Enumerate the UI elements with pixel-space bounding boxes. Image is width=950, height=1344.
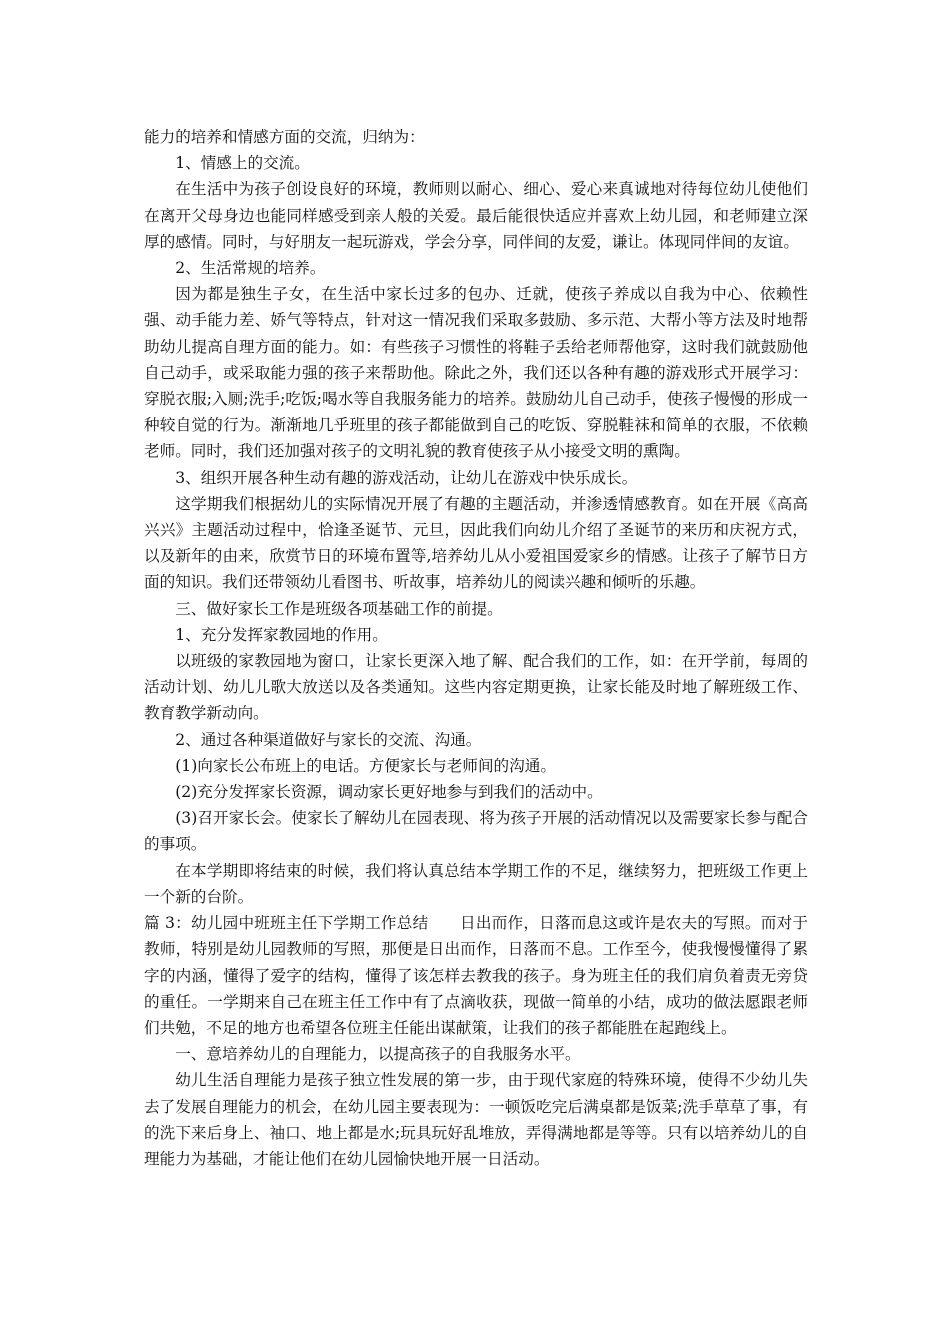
list-item: (3)召开家长会。使家长了解幼儿在园表现、将为孩子开展的活动情况以及需要家长参与配合的事项。 <box>144 809 808 854</box>
list-item: (2)充分发挥家长资源，调动家长更好地参与到我们的活动中。 <box>175 783 603 802</box>
section-heading: 3、组织开展各种生动有趣的游戏活动，让幼儿在游戏中快乐成长。 <box>175 468 638 487</box>
section-heading: 2、通过各种渠道做好与家长的交流、沟通。 <box>175 730 482 749</box>
document-page <box>144 124 808 1172</box>
section-heading: 1、情感上的交流。 <box>175 154 310 173</box>
section-heading: 一、意培养幼儿的自理能力，以提高孩子的自我服务水平。 <box>175 1045 581 1064</box>
section-heading: 2、生活常规的培养。 <box>175 259 326 278</box>
paragraph: 这学期我们根据幼儿的实际情况开展了有趣的主题活动，并渗透情感教育。如在开展《高高兴兴》主题活动过程中，恰逢圣诞节、元旦，因此我们向幼儿介绍了圣诞节的来历和庆祝方式，以及新年的由来，欣赏节日的环境布置等,培养幼儿从小爱祖国爱家乡的情感。让孩子了解节日方面的知识。我们还带领幼儿看图书、听故事，培养幼儿的阅读兴趣和倾听的乐趣。 <box>144 494 808 592</box>
paragraph: 以班级的家教园地为窗口，让家长更深入地了解、配合我们的工作，如：在开学前，每周的活动计划、幼儿儿歌大放送以及各类通知。这些内容定期更换，让家长能及时地了解班级工作、教育教学新动向。 <box>144 652 808 723</box>
article-title-paragraph: 篇 3：幼儿园中班班主任下学期工作总结 日出而作，日落而息这或许是农夫的写照。而对于教师，特别是幼儿园教师的写照，那便是日出而作，日落而不息。工作至今，使我慢慢懂得了累字的内涵，懂得了爱字的结构，懂得了该怎样去教我的孩子。身为班主任的我们肩负着责无旁贷的重任。一学期来自己在班主任工作中有了点滴收获，现做一简单的小结，成功的做法愿跟老师们共勉，不足的地方也希望各位班主任能出谋献策，让我们的孩子都能胜在起跑线上。 <box>144 914 808 1037</box>
paragraph: 因为都是独生子女，在生活中家长过多的包办、迁就，使孩子养成以自我为中心、依赖性强、动手能力差、娇气等特点，针对这一情况我们采取多鼓励、多示范、大帮小等方法及时地帮助幼儿提高自理方面的能力。如：有些孩子习惯性的将鞋子丢给老师帮他穿，这时我们就鼓励他自己动手，或采取能力强的孩子来帮助他。除此之外，我们还以各种有趣的游戏形式开展学习：穿脱衣服;入厕;洗手;吃饭;喝水等自我服务能力的培养。鼓励幼儿自己动手，使孩子慢慢的形成一种较自觉的行为。渐渐地几乎班里的孩子都能做到自己的吃饭、穿脱鞋袜和简单的衣服，不依赖老师。同时，我们还加强对孩子的文明礼貌的教育使孩子从小接受文明的熏陶。 <box>144 285 808 461</box>
paragraph: 在生活中为孩子创设良好的环境，教师则以耐心、细心、爱心来真诚地对待每位幼儿使他们在离开父母身边也能同样感受到亲人般的关爱。最后能很快适应并喜欢上幼儿园，和老师建立深厚的感情。同时，与好朋友一起玩游戏，学会分享，同伴间的友爱，谦让。体现同伴间的友谊。 <box>144 180 808 251</box>
paragraph: 能力的培养和情感方面的交流，归纳为： <box>144 128 425 146</box>
section-heading: 1、充分发挥家教园地的作用。 <box>175 625 388 644</box>
section-heading: 三、做好家长工作是班级各项基础工作的前提。 <box>175 599 503 618</box>
paragraph: 在本学期即将结束的时候，我们将认真总结本学期工作的不足，继续努力，把班级工作更上一个新的台阶。 <box>144 861 808 906</box>
paragraph: 幼儿生活自理能力是孩子独立性发展的第一步，由于现代家庭的特殊环境，使得不少幼儿失去了发展自理能力的机会，在幼儿园主要表现为：一顿饭吃完后满桌都是饭菜;洗手草草了事，有的洗下来后身上、袖口、地上都是水;玩具玩好乱堆放，弄得满地都是等等。只有以培养幼儿的自理能力为基础，才能让他们在幼儿园愉快地开展一日活动。 <box>144 1071 808 1168</box>
list-item: (1)向家长公布班上的电话。方便家长与老师间的沟通。 <box>175 756 556 775</box>
